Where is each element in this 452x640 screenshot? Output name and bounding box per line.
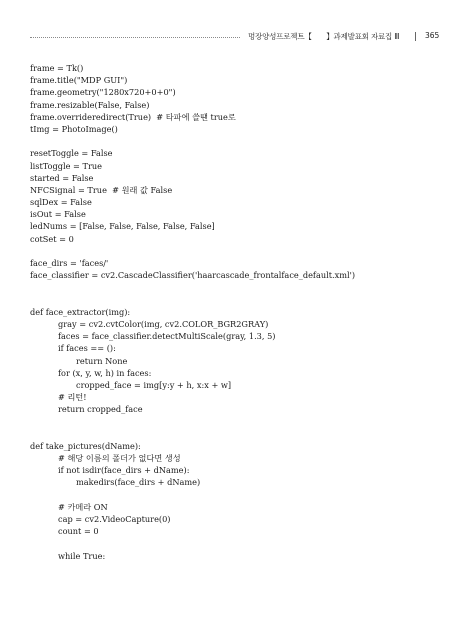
code-line: [30, 415, 430, 427]
code-line: frame.title("MDP GUI"): [30, 75, 128, 86]
code-line: listToggle = True: [30, 160, 102, 171]
code-line: # 리턴!: [58, 392, 87, 403]
code-line: makedirs(face_dirs + dName): [76, 477, 201, 488]
code-line: sqlDex = False: [30, 197, 92, 208]
code-line: ledNums = [False, False, False, False, False]: [30, 221, 215, 232]
code-line: NFCSignal = True # 원래 값 False: [30, 184, 173, 195]
code-line: faces = face_classifier.detectMultiScale(gray, 1.3, 5): [58, 331, 276, 342]
code-line: [30, 135, 430, 147]
code-line: for (x, y, w, h) in faces:: [58, 367, 152, 378]
code-line: def take_pictures(dName):: [30, 440, 141, 451]
code-listing: [30, 62, 430, 562]
code-line: if faces == ():: [58, 343, 116, 354]
code-line: cropped_face = img[y:y + h, x:x + w]: [76, 379, 232, 390]
code-line: [30, 489, 430, 501]
header-dotted-rule: [30, 31, 240, 38]
code-line: [30, 428, 430, 440]
page-header: [30, 31, 440, 43]
code-line: if not isdir(face_dirs + dName):: [58, 465, 190, 476]
code-line: face_dirs = 'faces/': [30, 258, 109, 268]
code-line: return None: [76, 355, 128, 366]
code-line: [30, 537, 430, 549]
code-line: cap = cv2.VideoCapture(0): [58, 513, 171, 524]
header-divider: [415, 32, 416, 41]
code-line: while True:: [58, 550, 106, 561]
code-line: gray = cv2.cvtColor(img, cv2.COLOR_BGR2GRAY): [58, 318, 269, 329]
code-line: frame.resizable(False, False): [30, 99, 150, 110]
code-line: def face_extractor(img):: [30, 306, 131, 317]
code-line: [30, 281, 430, 293]
code-line: # 해당 이름의 폴더가 없다면 생성: [58, 453, 181, 463]
code-line: [30, 294, 430, 306]
code-line: face_classifier = cv2.CascadeClassifier('haarcascade_frontalface_default.xml'): [30, 270, 356, 281]
header-title: 멍장양성프로젝트【 】과제발표회 자료집 Ⅲ: [248, 32, 400, 41]
code-line: frame = Tk(): [30, 63, 84, 73]
code-line: [30, 245, 430, 257]
code-line: # 카메라 ON: [58, 501, 108, 512]
code-line: cotSet = 0: [30, 233, 74, 244]
page-number: 365: [425, 31, 440, 40]
code-line: return cropped_face: [58, 404, 143, 415]
code-line: started = False: [30, 172, 94, 183]
code-line: frame.geometry("1280x720+0+0"): [30, 87, 176, 98]
code-line: tImg = PhotoImage(): [30, 123, 118, 134]
code-line: count = 0: [58, 526, 99, 537]
code-line: resetToggle = False: [30, 148, 113, 159]
code-line: frame.overrideredirect(True) # 타파에 쓸땐 true로: [30, 111, 236, 122]
code-line: isOut = False: [30, 209, 86, 220]
